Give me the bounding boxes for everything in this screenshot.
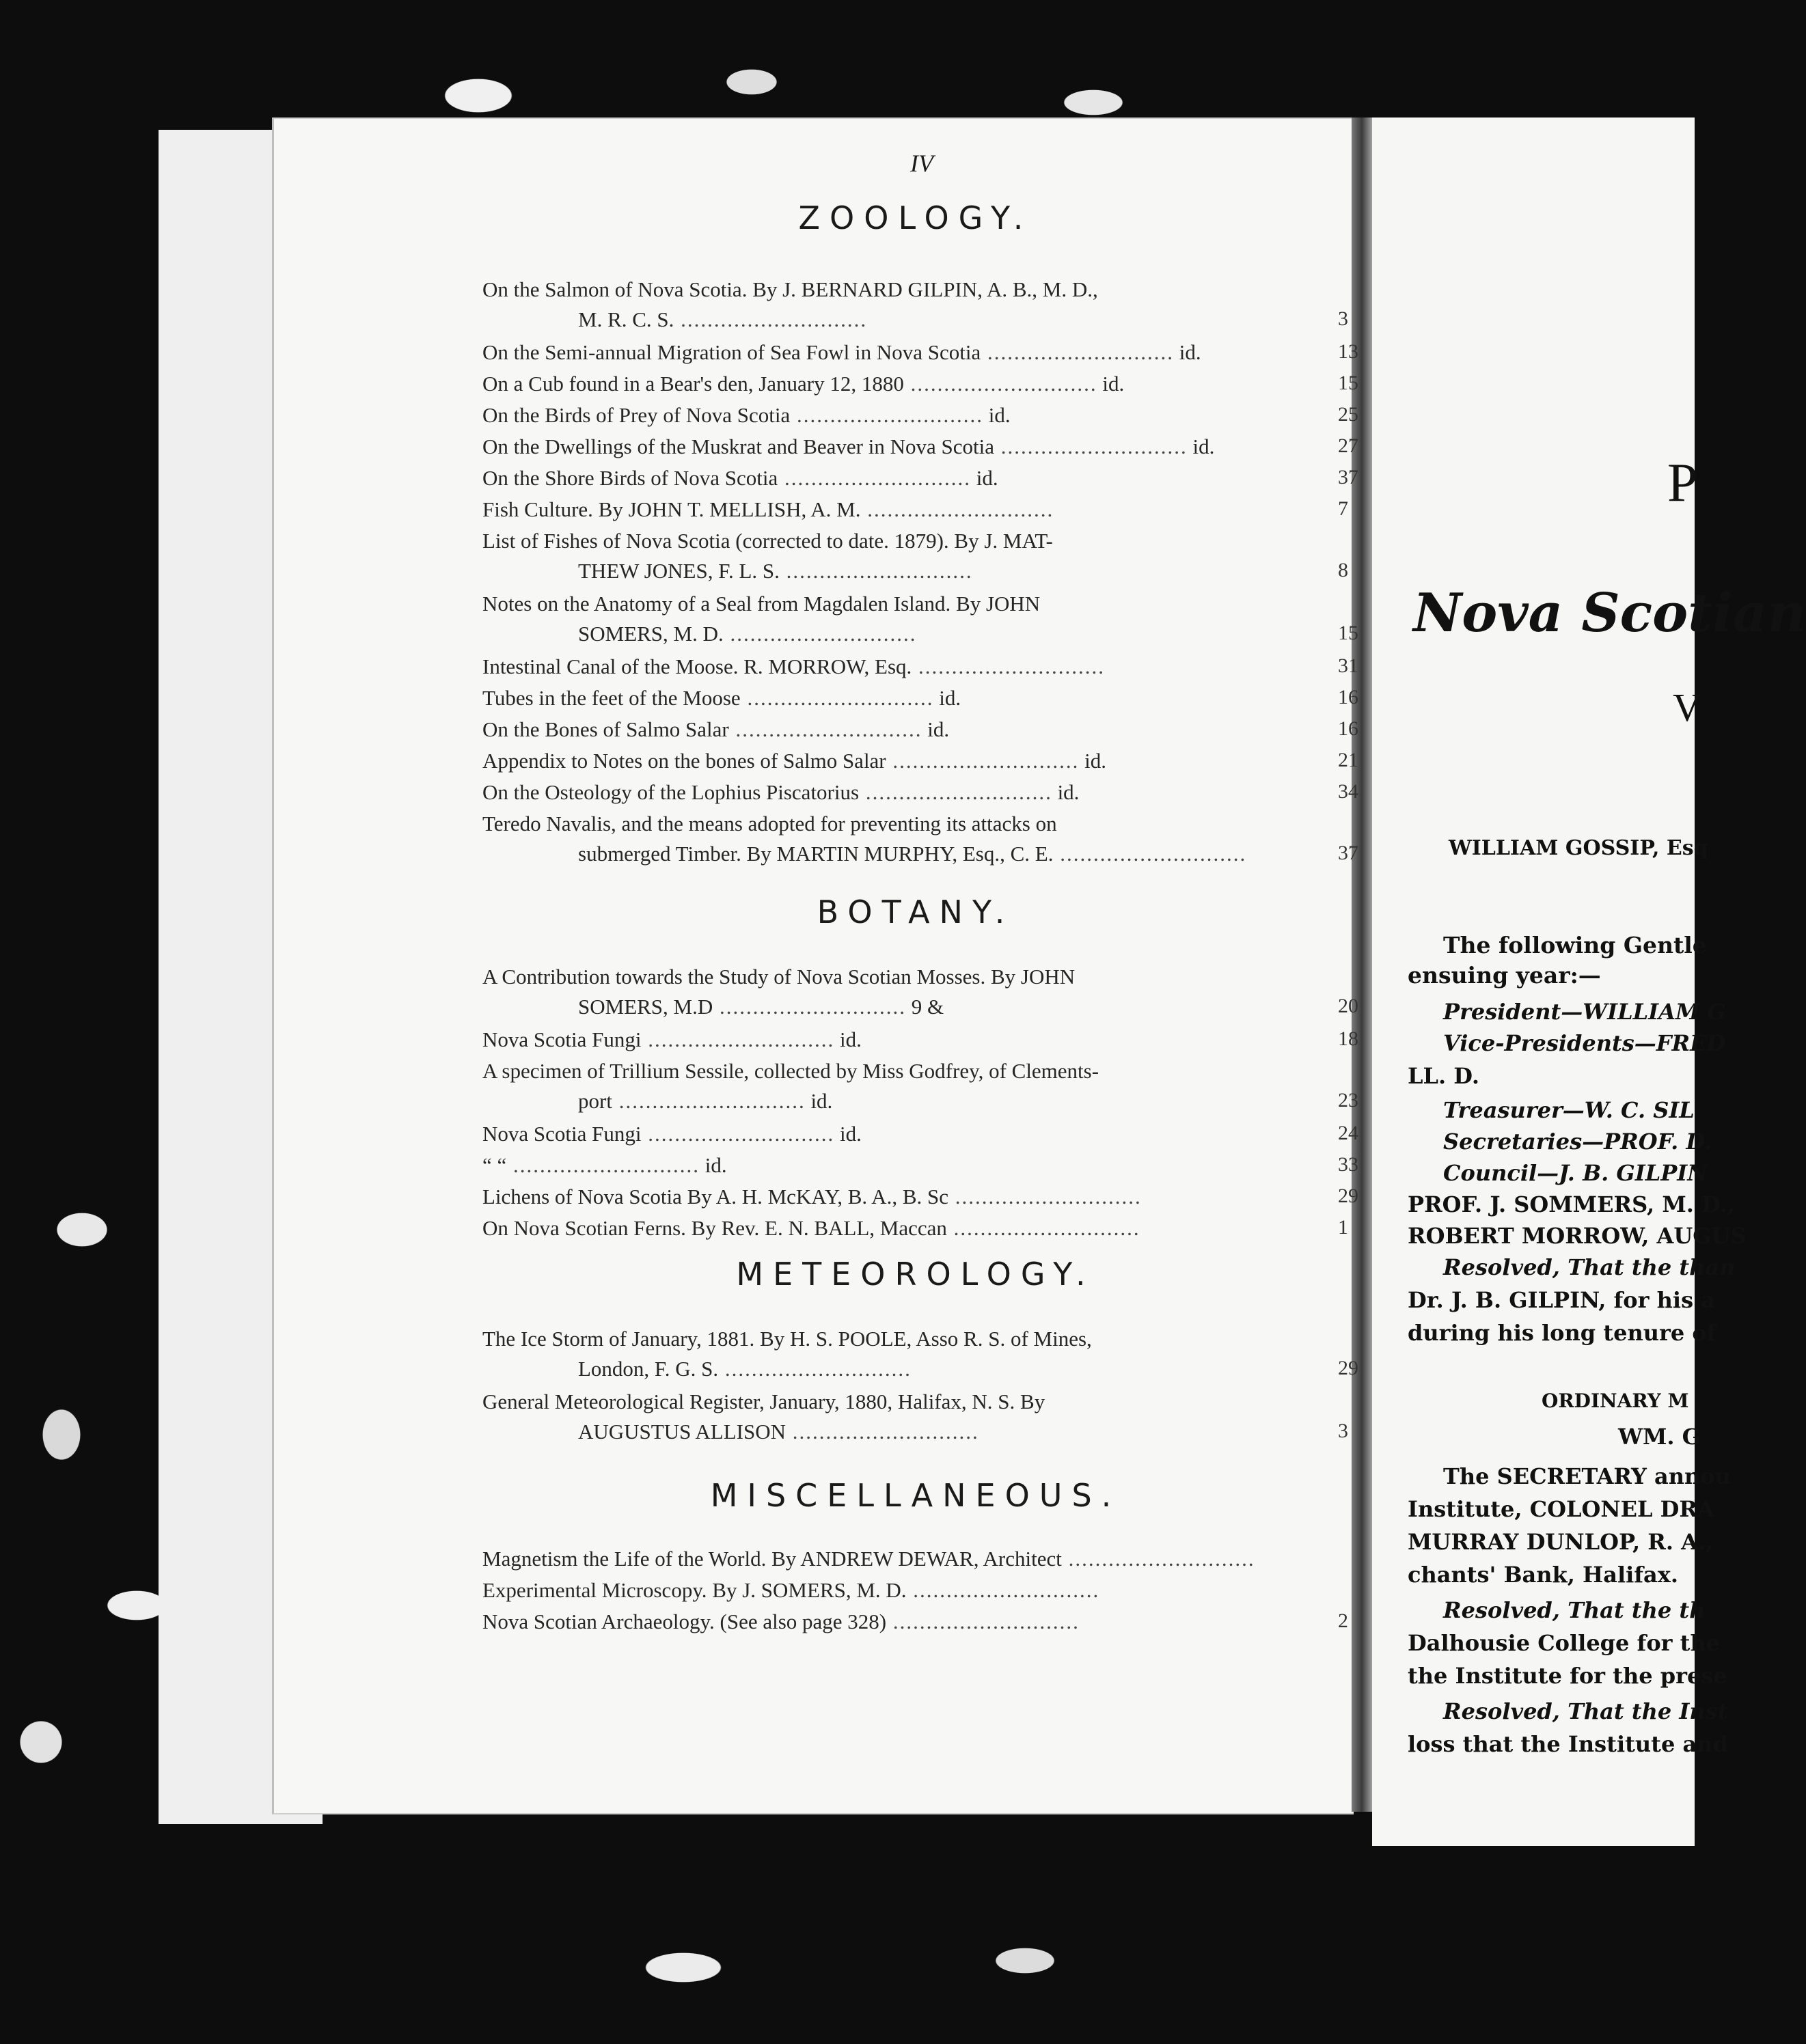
title-fragment: P	[1667, 453, 1698, 513]
ordinary-meeting-line: ORDINARY M	[1542, 1390, 1689, 1412]
toc-page-number: 29	[1338, 1185, 1358, 1207]
leader-dots: ............................	[948, 1185, 1142, 1209]
leader-dots: ............................	[740, 686, 934, 710]
toc-entry-title: “ “ ............................ id.	[482, 1153, 727, 1177]
leader-dots: ............................	[903, 372, 1097, 396]
toc-entry	[482, 432, 1214, 462]
toc-page-number: 34	[1338, 780, 1358, 803]
leader-dots: ............................	[886, 1610, 1080, 1633]
leader-dots: ............................	[713, 995, 906, 1019]
toc-page-number: 3	[1338, 1420, 1348, 1442]
toc-page-number: 20	[1338, 995, 1358, 1017]
toc-entry-ref: id.	[834, 1122, 862, 1146]
toc-entry-title: On the Bones of Salmo Salar ............................ id.	[482, 717, 950, 741]
toc-entry-title: A specimen of Trillium Sessile, collected by Miss Godfrey, of Clements-	[482, 1059, 1099, 1083]
chair-line: WILLIAM GOSSIP, Esq	[1449, 836, 1708, 860]
toc-entry-ref: id.	[983, 403, 1011, 427]
toc-entry	[482, 962, 1075, 1022]
toc-entry	[482, 809, 1246, 869]
toc-entry	[482, 463, 998, 493]
leader-dots: ............................	[912, 654, 1106, 678]
leader-dots: ............................	[946, 1216, 1140, 1240]
toc-entry	[482, 1387, 1045, 1447]
toc-entry-title: Intestinal Canal of the Moose. R. MORROW, Esq. ............................	[482, 654, 1106, 678]
toc-entry-ref: id.	[933, 686, 961, 710]
toc-page-number: 2	[1338, 1610, 1348, 1632]
toc-entry-title: On the Osteology of the Lophius Piscatorius ............................ id.	[482, 780, 1080, 804]
leader-dots: ............................	[981, 340, 1174, 364]
leader-dots: ............................	[859, 780, 1052, 804]
toc-page-number: 15	[1338, 372, 1358, 394]
toc-entry-title: Nova Scotia Fungi ............................ id.	[482, 1122, 862, 1146]
resolved-line-3: Resolved, That the Inst	[1443, 1698, 1728, 1724]
toc-entry-ref: id.	[805, 1089, 833, 1113]
toc-page-number: 33	[1338, 1153, 1358, 1176]
toc-page-number: 7	[1338, 497, 1348, 520]
leader-dots: ............................	[506, 1153, 700, 1177]
toc-page-number: 37	[1338, 842, 1358, 864]
para1-line1: The following Gentle	[1443, 932, 1707, 958]
toc-entry-title: On the Salmon of Nova Scotia. By J. BERNARD GILPIN, A. B., M. D.,	[482, 277, 1098, 301]
vice-presidents-line: Vice-Presidents—FRED	[1443, 1030, 1726, 1056]
toc-entry	[482, 1575, 1099, 1605]
section-heading: BOTANY.	[817, 894, 1015, 930]
society-fragment: Nova Scotian	[1413, 582, 1806, 644]
leader-dots: ............................	[641, 1122, 835, 1146]
toc-entry-ref: 9 &	[906, 995, 944, 1019]
toc-entry-title: On the Semi-annual Migration of Sea Fowl in Nova Scotia ............................ id.	[482, 340, 1201, 364]
institute-prese-line: the Institute for the prese	[1408, 1663, 1727, 1689]
secretaries-line: Secretaries—PROF. D.	[1443, 1129, 1712, 1155]
toc-entry	[482, 400, 1011, 430]
treasurer-line: Treasurer—W. C. SIL	[1443, 1097, 1695, 1123]
toc-entry-continuation: THEW JONES, F. L. S. ............................	[578, 559, 973, 583]
toc-entry	[482, 746, 1106, 776]
right-page	[1372, 118, 1806, 1846]
toc-entry	[482, 1182, 1142, 1212]
toc-entry	[482, 1119, 862, 1149]
toc-page-number: 25	[1338, 403, 1358, 426]
toc-entry	[482, 589, 1040, 649]
resolved-line-2: Resolved, That the th	[1443, 1597, 1706, 1623]
gilpin-line: Dr. J. B. GILPIN, for his a	[1408, 1287, 1715, 1313]
toc-entry	[482, 275, 1098, 335]
leader-dots: ............................	[886, 749, 1080, 773]
robert-morrow-line: ROBERT MORROW, AUGUS	[1408, 1223, 1747, 1249]
toc-page-number: 31	[1338, 654, 1358, 677]
president-line: President—WILLIAM G	[1443, 999, 1726, 1025]
toc-page-number: 21	[1338, 749, 1358, 771]
toc-page-number: 13	[1338, 340, 1358, 363]
toc-entry	[482, 1150, 727, 1180]
toc-entry	[482, 526, 1053, 586]
leader-dots: ............................	[641, 1027, 835, 1051]
toc-entry-ref: id.	[1079, 749, 1107, 773]
wm-g-line: WM. G	[1618, 1424, 1701, 1450]
toc-entry-title: Teredo Navalis, and the means adopted for preventing its attacks on	[482, 812, 1057, 835]
toc-entry-continuation: London, F. G. S. ............................	[578, 1357, 912, 1381]
toc-entry-title: Nova Scotian Archaeology. (See also page 328) ............................	[482, 1610, 1080, 1633]
dalhousie-line: Dalhousie College for the	[1408, 1630, 1721, 1656]
leader-dots: ............................	[728, 717, 922, 741]
institute-line: Institute, COLONEL DRA	[1408, 1496, 1714, 1522]
toc-entry-title: Notes on the Anatomy of a Seal from Magdalen Island. By JOHN	[482, 592, 1041, 616]
toc-entry-continuation: port ............................ id.	[578, 1089, 833, 1113]
toc-entry-title: General Meteorological Register, January, 1880, Halifax, N. S. By	[482, 1390, 1045, 1413]
toc-entry	[482, 1056, 1099, 1116]
leader-dots: ............................	[779, 559, 973, 583]
merchants-bank-line: chants' Bank, Halifax.	[1408, 1562, 1678, 1588]
section-heading: MISCELLANEOUS.	[710, 1477, 1121, 1514]
toc-entry-title: Magnetism the Life of the World. By ANDREW DEWAR, Architect ............................	[482, 1547, 1255, 1571]
resolved-line-1: Resolved, That the than	[1443, 1254, 1736, 1280]
toc-entry-ref: id.	[1187, 434, 1215, 458]
tenure-line: during his long tenure of	[1408, 1320, 1716, 1346]
toc-entry	[482, 652, 1105, 682]
toc-page-number: 3	[1338, 307, 1348, 330]
toc-entry-title: The Ice Storm of January, 1881. By H. S. POOLE, Asso R. S. of Mines,	[482, 1327, 1092, 1351]
toc-page-number: 29	[1338, 1357, 1358, 1379]
murray-dunlop-line: MURRAY DUNLOP, R. A.,	[1408, 1529, 1714, 1555]
leader-dots: ............................	[718, 1357, 912, 1381]
toc-entry-title: Experimental Microscopy. By J. SOMERS, M. D. ............................	[482, 1578, 1100, 1602]
page-number: IV	[910, 150, 933, 177]
toc-page-number: 15	[1338, 622, 1358, 644]
leader-dots: ............................	[778, 466, 971, 490]
leader-dots: ............................	[860, 497, 1054, 521]
leader-dots: ............................	[674, 307, 868, 331]
toc-page-number: 1	[1338, 1216, 1348, 1239]
toc-entry-title: A Contribution towards the Study of Nova Scotian Mosses. By JOHN	[482, 965, 1076, 989]
toc-entry-continuation: SOMERS, M. D. ............................	[578, 622, 917, 646]
lld-line: LL. D.	[1408, 1063, 1480, 1089]
toc-entry-title: Nova Scotia Fungi ............................ id.	[482, 1027, 862, 1051]
toc-page-number: 27	[1338, 434, 1358, 457]
leader-dots: ............................	[612, 1089, 806, 1113]
leader-dots: ............................	[786, 1420, 979, 1444]
leader-dots: ............................	[723, 622, 917, 646]
toc-entry-title: Tubes in the feet of the Moose ............................ id.	[482, 686, 961, 710]
toc-entry-title: Fish Culture. By JOHN T. MELLISH, A. M. ............................	[482, 497, 1054, 521]
toc-entry	[482, 683, 961, 713]
toc-page-number: 16	[1338, 717, 1358, 740]
leader-dots: ............................	[1053, 842, 1247, 866]
toc-entry	[482, 495, 1054, 525]
toc-page-number: 24	[1338, 1122, 1358, 1144]
toc-entry-title: On Nova Scotian Ferns. By Rev. E. N. BALL, Maccan ............................	[482, 1216, 1140, 1240]
toc-entry-ref: id.	[1174, 340, 1201, 364]
toc-entry	[482, 777, 1079, 807]
toc-page-number: 23	[1338, 1089, 1358, 1111]
toc-entry	[482, 1544, 1255, 1574]
toc-entry-ref: id.	[1052, 780, 1080, 804]
toc-entry-continuation: AUGUSTUS ALLISON ............................	[578, 1420, 979, 1444]
toc-page-number: 18	[1338, 1027, 1358, 1050]
toc-entry-title: On a Cub found in a Bear's den, January 12, 1880 ............................ id.	[482, 372, 1125, 396]
toc-entry-title: Lichens of Nova Scotia By A. H. McKAY, B. A., B. Sc ............................	[482, 1185, 1142, 1209]
leader-dots: ............................	[1061, 1547, 1255, 1571]
loss-line: loss that the Institute and	[1408, 1731, 1728, 1757]
toc-page-number: 16	[1338, 686, 1358, 708]
toc-page-number: 37	[1338, 466, 1358, 488]
volume-fragment: V	[1673, 685, 1701, 730]
toc-entry-title: On the Shore Birds of Nova Scotia ............................ id.	[482, 466, 998, 490]
toc-page-number: 8	[1338, 559, 1348, 581]
section-heading: METEOROLOGY.	[736, 1256, 1095, 1293]
toc-entry-continuation: submerged Timber. By MARTIN MURPHY, Esq., C. E. ............................	[578, 842, 1247, 866]
leader-dots: ............................	[906, 1578, 1100, 1602]
toc-entry-title: List of Fishes of Nova Scotia (corrected to date. 1879). By J. MAT-	[482, 529, 1053, 553]
council-line: Council—J. B. GILPIN	[1443, 1160, 1708, 1186]
toc-entry-continuation: SOMERS, M.D ............................ 9 &	[578, 995, 944, 1019]
para1-line2: ensuing year:—	[1408, 962, 1601, 989]
prof-sommers-line: PROF. J. SOMMERS, M. D.,	[1408, 1191, 1735, 1217]
secretary-line: The SECRETARY annou	[1443, 1463, 1731, 1489]
toc-entry-ref: id.	[834, 1027, 862, 1051]
toc-entry-title: On the Dwellings of the Muskrat and Beaver in Nova Scotia ............................ id.	[482, 434, 1215, 458]
toc-entry	[482, 1025, 862, 1055]
toc-entry	[482, 1213, 1140, 1243]
toc-entry-title: On the Birds of Prey of Nova Scotia ............................ id.	[482, 403, 1011, 427]
leader-dots: ............................	[994, 434, 1188, 458]
toc-entry	[482, 337, 1201, 368]
toc-entry	[482, 1607, 1080, 1637]
toc-entry	[482, 715, 949, 745]
toc-entry-ref: id.	[700, 1153, 727, 1177]
toc-entry-continuation: M. R. C. S. ............................	[578, 307, 868, 331]
toc-entry-ref: id.	[1097, 372, 1125, 396]
toc-entry-title: Appendix to Notes on the bones of Salmo Salar ............................ id.	[482, 749, 1107, 773]
toc-entry-ref: id.	[922, 717, 950, 741]
section-heading: ZOOLOGY.	[798, 199, 1033, 236]
toc-entry	[482, 369, 1124, 399]
toc-entry-ref: id.	[970, 466, 998, 490]
toc-entry	[482, 1324, 1092, 1384]
leader-dots: ............................	[790, 403, 984, 427]
